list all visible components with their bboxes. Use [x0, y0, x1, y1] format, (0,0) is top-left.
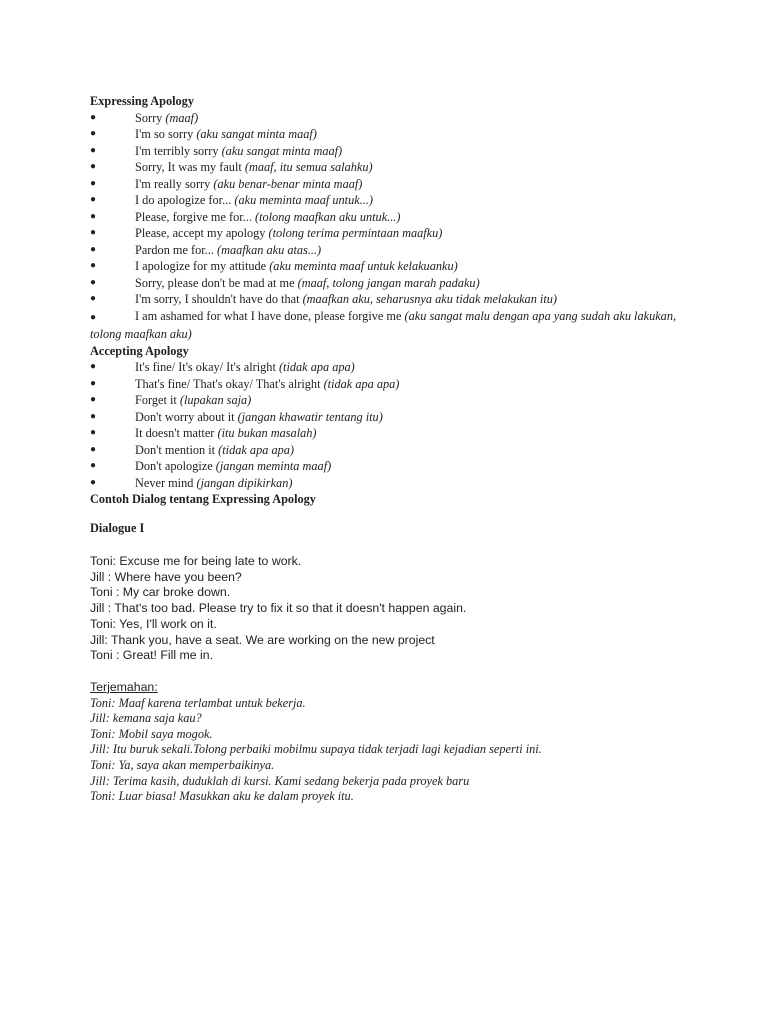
dialogue-line: Toni : My car broke down.: [90, 585, 231, 600]
bullet-icon: ●: [90, 210, 97, 222]
accepting-apology-item-content: [135, 376, 399, 393]
bullet-icon: ●: [90, 177, 97, 189]
bullet-icon: ●: [90, 144, 97, 156]
accepting-apology-heading: Accepting Apology: [90, 343, 189, 358]
dialogue-line: Toni: Excuse me for being late to work.: [90, 554, 302, 568]
expressing-apology-item: [90, 258, 690, 275]
dialogue-line: Jill: Thank you, have a seat. We are working on the new project: [90, 632, 435, 647]
expressing-apology-phrase: I'm sorry, I shouldn't have do that: [135, 292, 303, 306]
expressing-apology-translation: (tolong terima permintaan maafku): [268, 226, 443, 240]
expressing-apology-phrase: Please, forgive me for...: [135, 209, 255, 224]
expressing-apology-translation: (maafkan aku atas...): [216, 242, 322, 257]
expressing-apology-item-content: [135, 275, 480, 292]
translation-line: Toni: Maaf karena terlambat untuk bekerja.: [90, 695, 306, 710]
expressing-apology-item: [90, 209, 690, 226]
accepting-apology-item-content: [135, 442, 294, 459]
expressing-apology-list: [90, 110, 690, 343]
expressing-apology-phrase: I apologize for my attitude: [135, 259, 270, 273]
expressing-apology-phrase: I do apologize for...: [135, 193, 235, 207]
expressing-apology-translation: (maaf, itu semua salahku): [244, 160, 373, 174]
expressing-apology-translation: (maafkan aku, seharusnya aku tidak melakukan itu): [302, 292, 557, 306]
expressing-apology-item-content: [135, 126, 317, 143]
bullet-icon: ●: [90, 443, 97, 455]
expressing-apology-translation: (aku meminta maaf untuk kelakuanku): [269, 259, 458, 273]
bullet-icon: ●: [90, 427, 97, 438]
expressing-apology-translation: (aku sangat minta maaf): [196, 127, 317, 141]
bullet-icon: ●: [90, 361, 97, 372]
expressing-apology-item: [90, 126, 690, 143]
expressing-apology-translation: (maaf): [165, 110, 199, 125]
dialogue-heading: Dialogue I: [90, 520, 145, 535]
expressing-apology-translation: (aku sangat minta maaf): [221, 143, 343, 158]
accepting-apology-phrase: Don't mention it: [135, 442, 219, 457]
accepting-apology-translation: (lupakan saja): [179, 393, 252, 407]
expressing-apology-phrase: Pardon me for...: [135, 242, 217, 257]
expressing-apology-phrase: I'm terribly sorry: [135, 143, 222, 158]
accepting-apology-item-content: [135, 359, 355, 376]
accepting-apology-item: [90, 425, 690, 442]
expressing-apology-translation: (aku sangat malu dengan apa yang sudah aku lakukan, tolong maafkan aku): [90, 308, 677, 341]
expressing-apology-item: [90, 192, 690, 209]
bullet-icon: ●: [90, 194, 97, 205]
accepting-apology-item-content: [135, 425, 317, 442]
accepting-apology-item-content: [135, 392, 251, 409]
expressing-apology-phrase: Sorry, please don't be mad at me: [135, 275, 298, 290]
bullet-icon: ●: [90, 128, 97, 139]
accepting-apology-item-content: [135, 475, 292, 492]
expressing-apology-phrase: Sorry, It was my fault: [135, 160, 245, 174]
accepting-apology-phrase: That's fine/ That's okay/ That's alright: [135, 376, 324, 391]
translation-line: Jill: kemana saja kau?: [90, 711, 202, 726]
expressing-apology-translation: (tolong maafkan aku untuk...): [254, 209, 401, 224]
bullet-icon: ●: [90, 111, 97, 123]
accepting-apology-translation: (jangan khawatir tentang itu): [237, 409, 383, 424]
accepting-apology-item: [90, 458, 690, 475]
expressing-apology-item-content: [135, 159, 373, 176]
accepting-apology-translation: (jangan meminta maaf): [215, 459, 332, 473]
bullet-icon: ●: [90, 227, 97, 238]
expressing-apology-phrase: I'm so sorry: [135, 127, 197, 141]
accepting-apology-item-content: [135, 409, 383, 426]
expressing-apology-item-content: [135, 242, 321, 259]
translation-line: Toni: Luar biasa! Masukkan aku ke dalam proyek itu.: [90, 789, 354, 804]
bullet-icon: ●: [90, 260, 97, 271]
expressing-apology-item-content: [135, 209, 400, 226]
document-page: [90, 93, 690, 805]
expressing-apology-phrase: Sorry: [135, 110, 166, 125]
accepting-apology-item: [90, 442, 690, 459]
accepting-apology-item: [90, 359, 690, 376]
accepting-apology-list: [90, 359, 690, 491]
accepting-apology-item: [90, 376, 690, 393]
terjemahan-heading: Terjemahan:: [90, 679, 158, 694]
bullet-icon: ●: [90, 460, 97, 471]
expressing-apology-item: [90, 275, 690, 292]
expressing-apology-item: [90, 291, 690, 308]
dialogue-block: [90, 554, 690, 664]
bullet-icon: ●: [90, 293, 97, 304]
bullet-icon: ●: [90, 311, 97, 323]
accepting-apology-translation: (tidak apa apa): [278, 360, 355, 374]
accepting-apology-translation: (tidak apa apa): [218, 442, 294, 457]
translation-line: Jill: Terima kasih, duduklah di kursi. Kami sedang bekerja pada proyek baru: [90, 773, 470, 788]
accepting-apology-item-content: [135, 458, 331, 475]
expressing-apology-item: [90, 176, 690, 193]
expressing-apology-item: [90, 225, 690, 242]
translation-line: Jill: Itu buruk sekali.Tolong perbaiki mobilmu supaya tidak terjadi lagi kejadian seperti ini.: [90, 742, 542, 757]
translation-line: Toni: Ya, saya akan memperbaikinya.: [90, 758, 275, 772]
dialogue-line: Jill : Where have you been?: [90, 569, 242, 584]
expressing-apology-heading: Expressing Apology: [90, 94, 194, 108]
translation-line: Toni: Mobil saya mogok.: [90, 726, 213, 741]
bullet-icon: ●: [90, 243, 97, 255]
expressing-apology-translation: (maaf, tolong jangan marah padaku): [297, 275, 480, 290]
bullet-icon: ●: [90, 476, 97, 488]
expressing-apology-item-content: [135, 225, 442, 242]
contoh-dialog-heading: Contoh Dialog tentang Expressing Apology: [90, 492, 316, 506]
expressing-apology-translation: (aku benar-benar minta maaf): [213, 176, 363, 191]
bullet-icon: ●: [90, 276, 97, 288]
expressing-apology-item-content: [135, 110, 198, 127]
accepting-apology-phrase: Forget it: [135, 393, 180, 407]
expressing-apology-translation: (aku meminta maaf untuk...): [234, 193, 374, 207]
expressing-apology-item: [90, 143, 690, 160]
accepting-apology-phrase: Don't apologize: [135, 459, 216, 473]
dialogue-line: Toni: Yes, I'll work on it.: [90, 616, 217, 631]
expressing-apology-item-content: [135, 291, 557, 308]
expressing-apology-item: [90, 159, 690, 176]
expressing-apology-item-content: [90, 309, 676, 342]
expressing-apology-item: [90, 308, 690, 343]
expressing-apology-phrase: I'm really sorry: [135, 176, 214, 191]
expressing-apology-item: [90, 242, 690, 259]
expressing-apology-phrase: Please, accept my apology: [135, 226, 269, 240]
expressing-apology-item-content: [135, 192, 373, 209]
accepting-apology-translation: (itu bukan masalah): [217, 426, 317, 440]
expressing-apology-item-content: [135, 258, 458, 275]
bullet-icon: ●: [90, 410, 97, 422]
expressing-apology-item: [90, 110, 690, 127]
dialogue-line: Toni : Great! Fill me in.: [90, 648, 214, 663]
expressing-apology-phrase: I am ashamed for what I have done, please forgive me: [135, 308, 405, 323]
accepting-apology-phrase: It doesn't matter: [135, 426, 218, 440]
accepting-apology-phrase: Never mind: [135, 475, 197, 490]
accepting-apology-item: [90, 392, 690, 409]
bullet-icon: ●: [90, 161, 97, 172]
bullet-icon: ●: [90, 394, 97, 405]
accepting-apology-phrase: It's fine/ It's okay/ It's alright: [135, 360, 279, 374]
expressing-apology-item-content: [135, 143, 342, 160]
dialogue-line: Jill : That's too bad. Please try to fix it so that it doesn't happen again.: [90, 601, 467, 616]
accepting-apology-phrase: Don't worry about it: [135, 409, 238, 424]
accepting-apology-item: [90, 475, 690, 492]
accepting-apology-translation: (tidak apa apa): [323, 376, 400, 391]
bullet-icon: ●: [90, 377, 97, 389]
accepting-apology-translation: (jangan dipikirkan): [196, 475, 293, 490]
terjemahan-block: [90, 696, 690, 805]
accepting-apology-item: [90, 409, 690, 426]
expressing-apology-item-content: [135, 176, 362, 193]
